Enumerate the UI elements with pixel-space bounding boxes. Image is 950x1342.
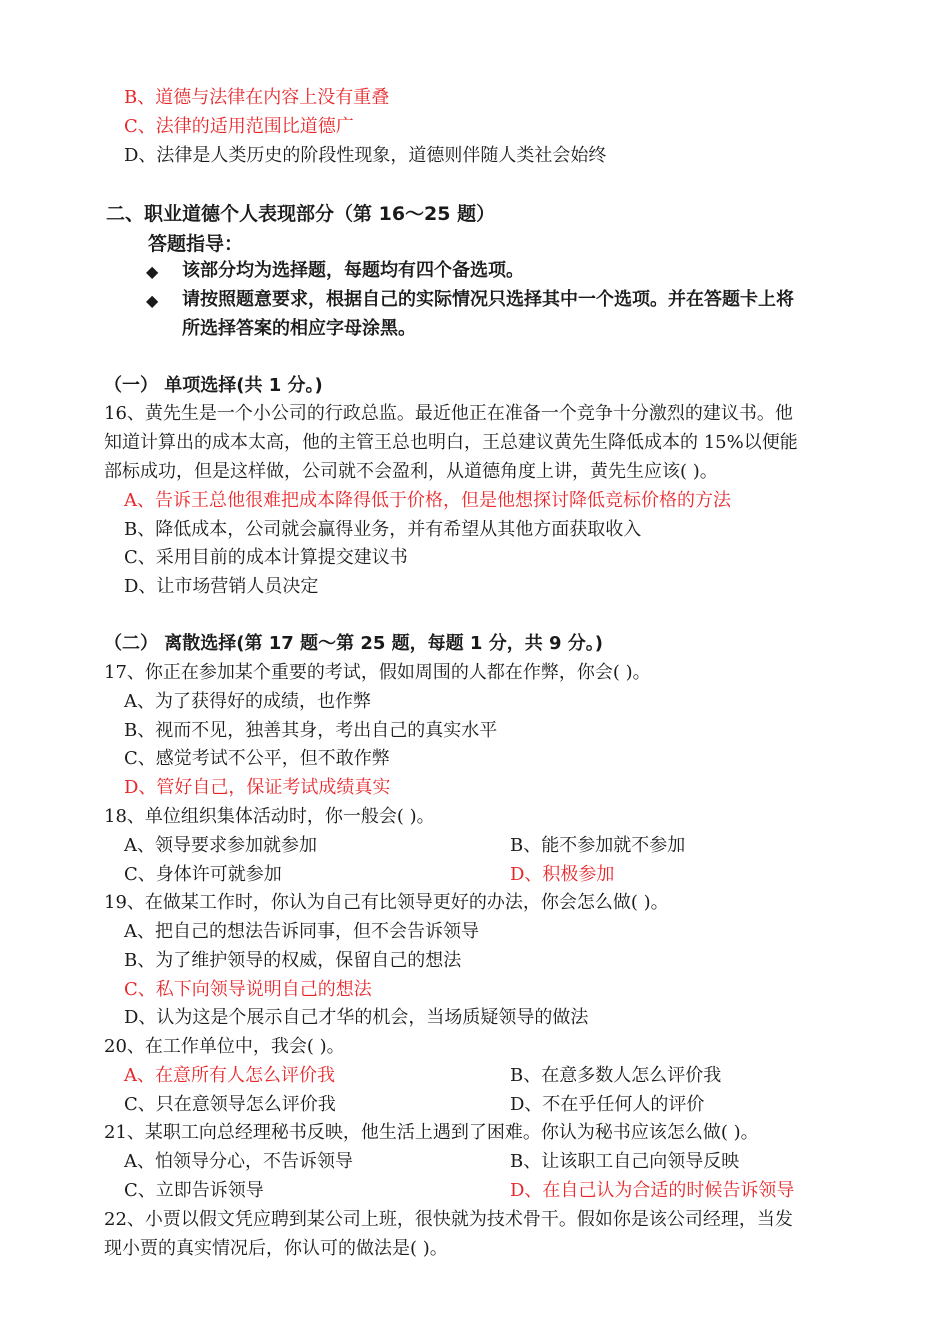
q17-option-b: B、视而不见，独善其身，考出自己的真实水平: [124, 720, 498, 741]
q15-option-b: B、道德与法律在内容上没有重叠: [124, 87, 390, 108]
q18-option-b: B、能不参加就不参加: [510, 835, 686, 856]
bullet-diamond-icon: ◆: [146, 262, 159, 281]
q20-stem: 20、在工作单位中，我会( )。: [104, 1036, 345, 1057]
guide-title: 答题指导：: [148, 233, 244, 255]
q19-option-b: B、为了维护领导的权威，保留自己的想法: [124, 950, 462, 971]
guide-bullet-1: 该部分均为选择题，每题均有四个备选项。: [182, 260, 524, 281]
q17-option-d: D、管好自己，保证考试成绩真实: [124, 777, 391, 798]
q20-option-a: A、在意所有人怎么评价我: [124, 1065, 335, 1086]
q20-option-d: D、不在乎任何人的评价: [510, 1094, 705, 1115]
q17-stem: 17、你正在参加某个重要的考试，假如周围的人都在作弊，你会( )。: [104, 662, 651, 683]
q16-option-d: D、让市场营销人员决定: [124, 576, 319, 597]
q22-stem-line2: 现小贾的真实情况后，你认可的做法是( )。: [104, 1238, 448, 1259]
q16-stem-line1: 16、黄先生是一个小公司的行政总监。最近他正在准备一个竞争十分激烈的建议书。他: [104, 403, 793, 424]
q16-stem-line2: 知道计算出的成本太高，他的主管王总也明白，王总建议黄先生降低成本的 15%以便能: [104, 432, 798, 453]
q20-option-b: B、在意多数人怎么评价我: [510, 1065, 722, 1086]
q21-option-a: A、怕领导分心，不告诉领导: [124, 1151, 353, 1172]
guide-bullet-2-line1: 请按照题意要求，根据自己的实际情况只选择其中一个选项。并在答题卡上将: [182, 289, 794, 310]
part2-title: （二） 离散选择(第 17 题～第 25 题，每题 1 分，共 9 分。): [104, 633, 603, 654]
q21-option-d: D、在自己认为合适的时候告诉领导: [510, 1180, 795, 1201]
q21-stem: 21、某职工向总经理秘书反映，他生活上遇到了困难。你认为秘书应该怎么做( )。: [104, 1122, 759, 1143]
q19-option-c: C、私下向领导说明自己的想法: [124, 979, 372, 1000]
q16-option-a: A、告诉王总他很难把成本降得低于价格，但是他想探讨降低竞标价格的方法: [124, 490, 731, 511]
part1-title: （一） 单项选择(共 1 分。): [104, 375, 323, 396]
q16-option-c: C、采用目前的成本计算提交建议书: [124, 547, 408, 568]
guide-bullet-2-line2: 所选择答案的相应字母涂黑。: [182, 318, 416, 339]
q18-option-a: A、领导要求参加就参加: [124, 835, 317, 856]
q15-option-c: C、法律的适用范围比道德广: [124, 116, 354, 137]
q18-stem: 18、单位组织集体活动时，你一般会( )。: [104, 806, 435, 827]
section2-title: 二、职业道德个人表现部分（第 16～25 题）: [106, 203, 496, 225]
q16-stem-line3: 部标成功，但是这样做，公司就不会盈利，从道德角度上讲，黄先生应该( )。: [104, 461, 718, 482]
q21-option-b: B、让该职工自己向领导反映: [510, 1151, 740, 1172]
q16-option-b: B、降低成本，公司就会赢得业务，并有希望从其他方面获取收入: [124, 519, 642, 540]
q22-stem-line1: 22、小贾以假文凭应聘到某公司上班，很快就为技术骨干。假如你是该公司经理，当发: [104, 1209, 793, 1230]
bullet-diamond-icon: ◆: [146, 291, 159, 310]
q19-option-d: D、认为这是个展示自己才华的机会，当场质疑领导的做法: [124, 1007, 589, 1028]
q18-option-c: C、身体许可就参加: [124, 864, 282, 885]
q15-option-d: D、法律是人类历史的阶段性现象，道德则伴随人类社会始终: [124, 145, 607, 166]
q21-option-c: C、立即告诉领导: [124, 1180, 264, 1201]
q19-option-a: A、把自己的想法告诉同事，但不会告诉领导: [124, 921, 479, 942]
q17-option-c: C、感觉考试不公平，但不敢作弊: [124, 748, 390, 769]
q19-stem: 19、在做某工作时，你认为自己有比领导更好的办法，你会怎么做( )。: [104, 892, 669, 913]
q18-option-d: D、积极参加: [510, 864, 615, 885]
q17-option-a: A、为了获得好的成绩，也作弊: [124, 691, 371, 712]
q20-option-c: C、只在意领导怎么评价我: [124, 1094, 336, 1115]
